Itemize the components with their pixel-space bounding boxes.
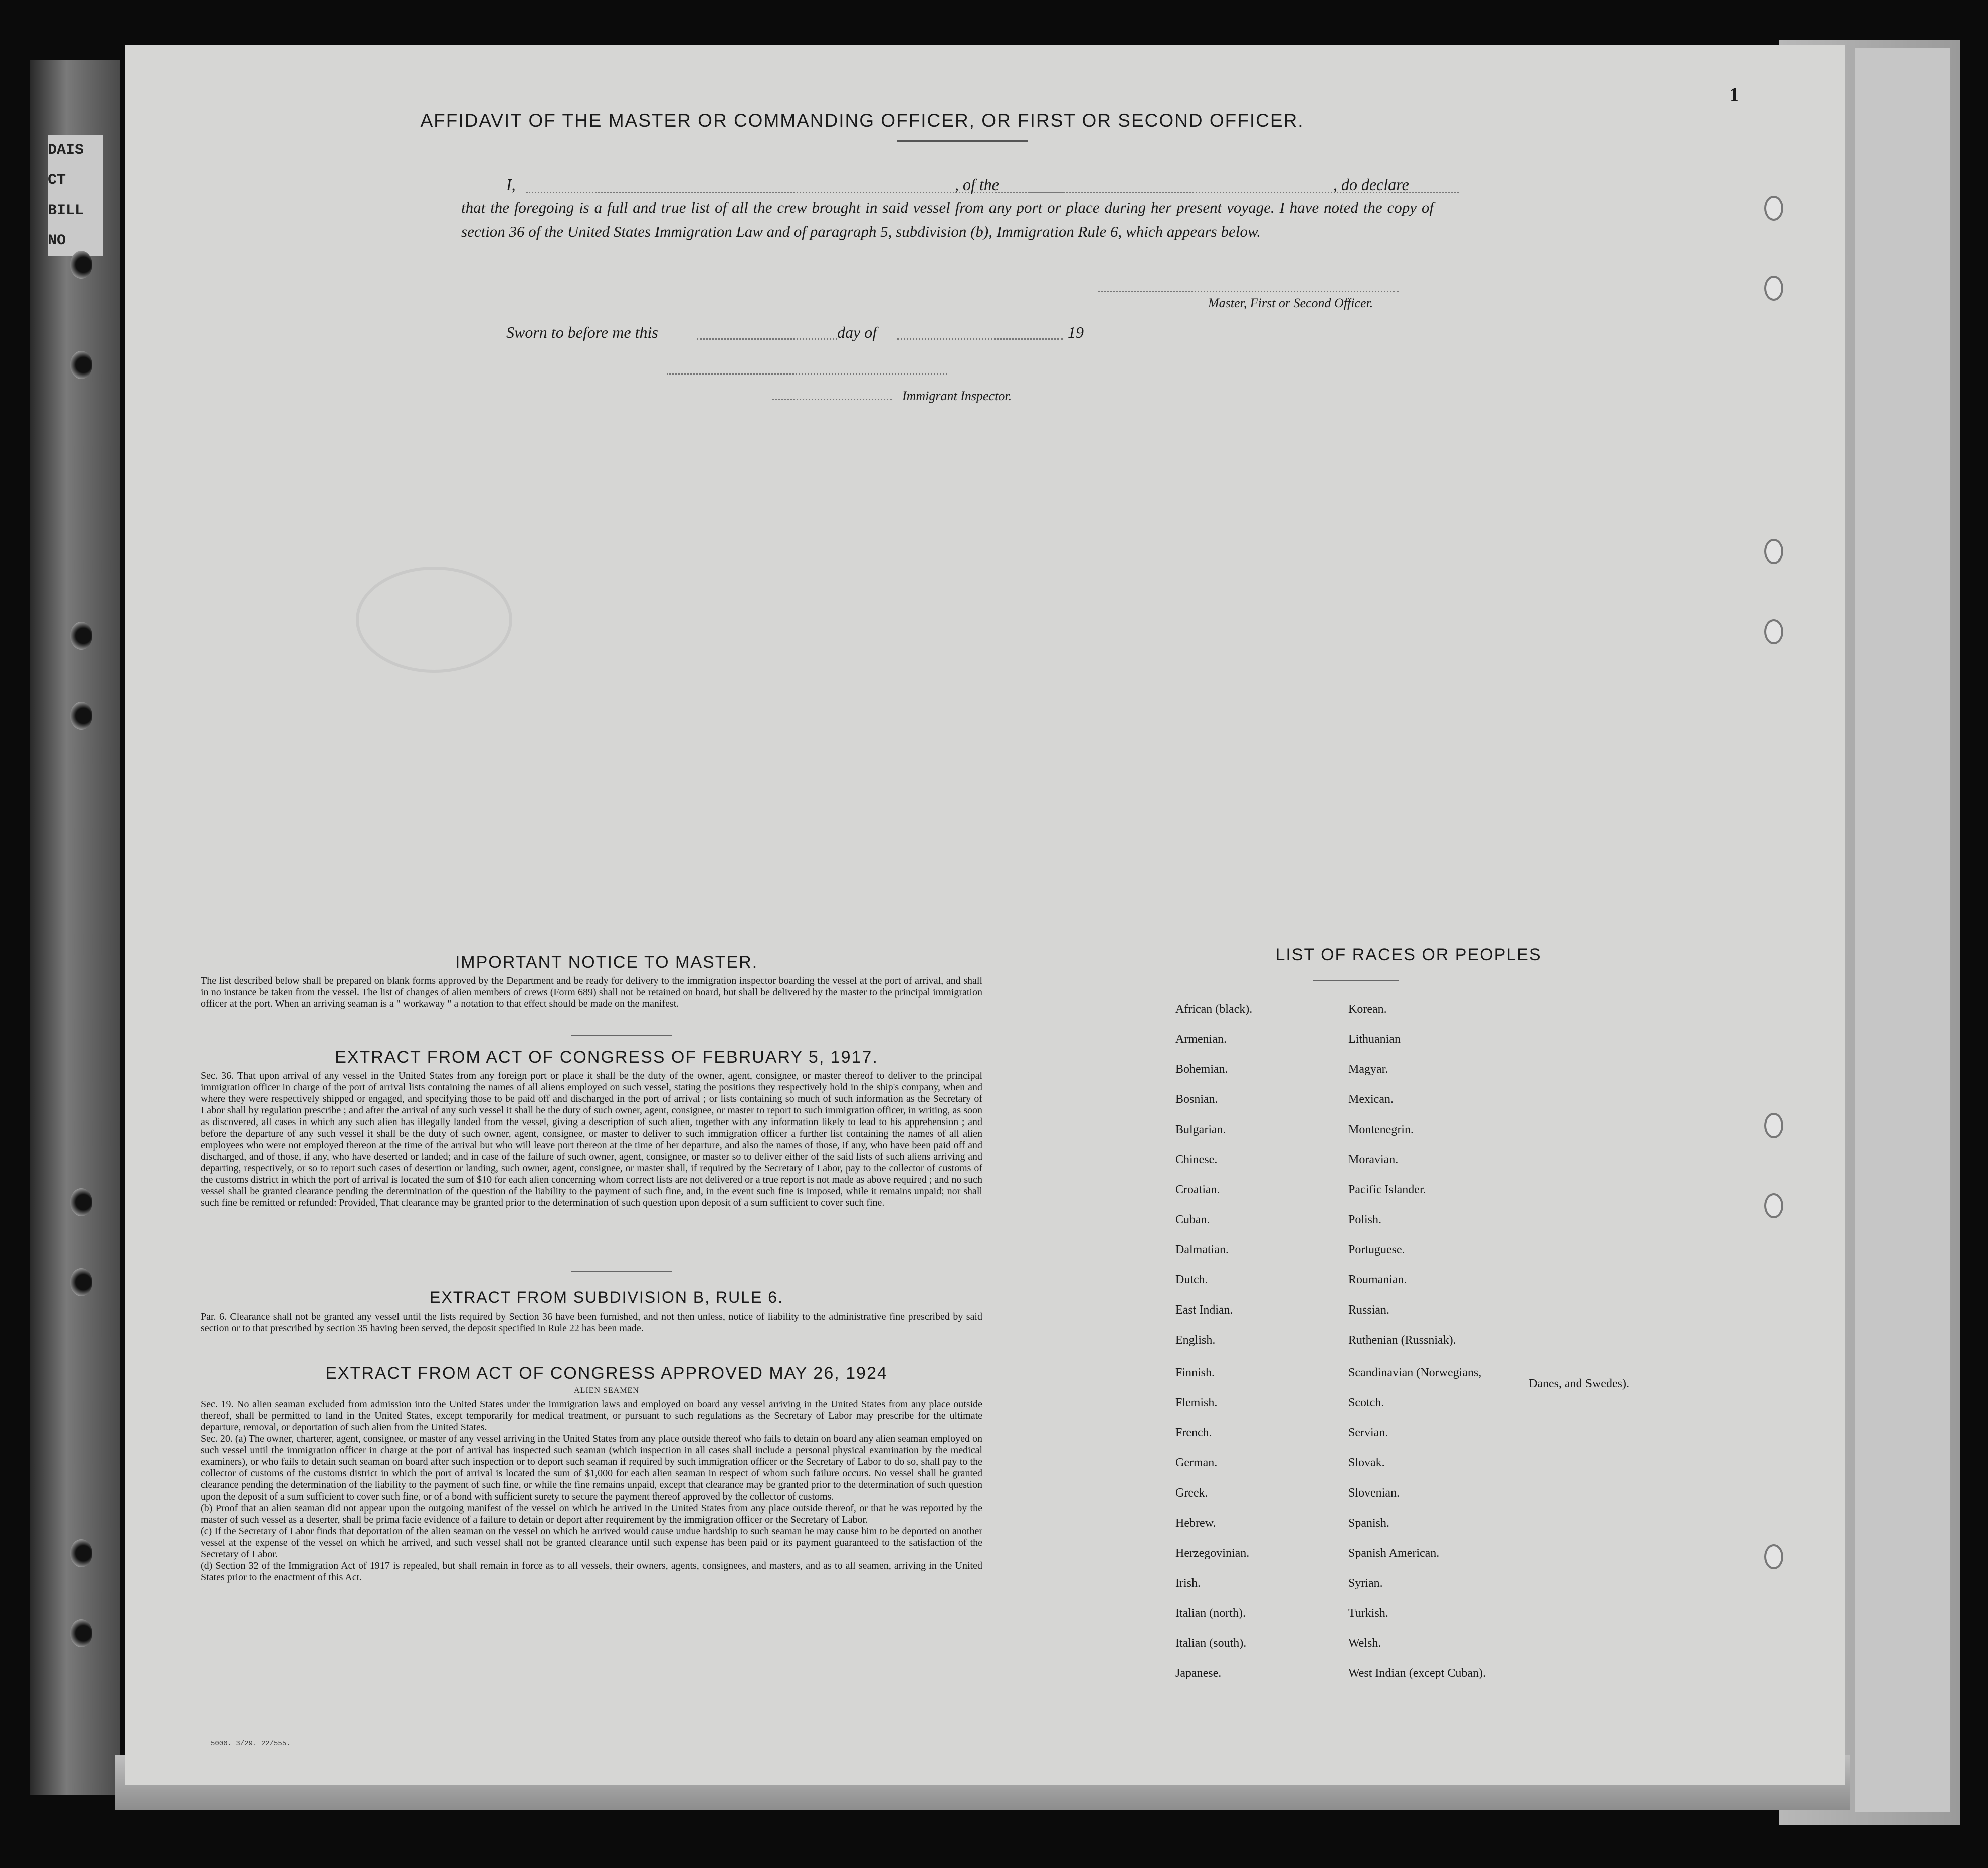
page-number: 1 xyxy=(1729,83,1739,106)
sec-20d: (d) Section 32 of the Immigration Act of 1917 is repealed, but shall remain in force as to all vessels, their owners, agents, consignees, and masters, and as to all seamen, arriving in the United States prior to the enactment of this Act. xyxy=(201,1560,982,1583)
race-item: French. xyxy=(1175,1426,1212,1439)
race-item: Spanish. xyxy=(1348,1517,1390,1530)
race-item: Dalmatian. xyxy=(1175,1243,1229,1256)
title-underline xyxy=(897,140,1028,142)
race-item: Croatian. xyxy=(1175,1183,1220,1196)
sec-20a: Sec. 20. (a) The owner, charterer, agent, consignee, or master of any vessel arriving in the United States from any place outside thereof who fails to detain on board any alien seaman employed on such vessel until the immigration officer in charge at the port of arrival has inspected such seaman (which inspection in all cases shall include a personal physical examination by the medical examiners), or who fails to detain such seaman on board after such inspection or to deport such seaman if required by such immigration officer or the Secretary of Labor to do so, shall pay to the collector of customs of the customs district in which the port of arrival is located the sum of $1,000 for each alien seaman in respect of whom such failure occurs. No vessel shall be granted clearance pending the determination of the liability to the payment of such fine, or while the fine remains unpaid, except that clearance may be granted prior to the determination of such question upon the deposit of a sum sufficient to cover such fine, or of a bond with sufficient surety to secure the payment thereof approved by the collector of customs. xyxy=(201,1433,982,1502)
affidavit-of-the: , of the xyxy=(955,175,999,194)
race-item: Portuguese. xyxy=(1348,1243,1405,1256)
binder-hole xyxy=(70,1268,92,1296)
race-item: Slovenian. xyxy=(1348,1486,1400,1500)
binder-hole xyxy=(70,351,92,379)
sworn-day-of: day of xyxy=(837,323,877,341)
signature-label: Master, First or Second Officer. xyxy=(1208,296,1373,310)
race-item: Moravian. xyxy=(1348,1153,1399,1166)
divider xyxy=(571,1035,672,1036)
affidavit-title: AFFIDAVIT OF THE MASTER OR COMMANDING OFFICER, OR FIRST OR SECOND OFFICER. xyxy=(420,110,1304,131)
race-item: Bosnian. xyxy=(1175,1093,1218,1106)
affidavit-declare: , do declare xyxy=(1333,175,1409,194)
race-item: Russian. xyxy=(1348,1303,1390,1317)
signature-line xyxy=(1098,291,1399,292)
rule6-text: Par. 6. Clearance shall not be granted any vessel until the lists required by Section 36 have been furnished, and not then unless, notice of liability to the administrative fine prescribed by said section or to that prescribed by section 35 having been served, the deposit specified in Rule 22 has been made. xyxy=(201,1311,982,1334)
race-item: East Indian. xyxy=(1175,1303,1233,1317)
binder-ring xyxy=(1764,619,1783,644)
extract1924-title: EXTRACT FROM ACT OF CONGRESS APPROVED MAY 26, 1924 xyxy=(325,1364,888,1383)
race-item: Greek. xyxy=(1175,1486,1208,1500)
race-item: Syrian. xyxy=(1348,1577,1383,1590)
race-item: Armenian. xyxy=(1175,1033,1227,1046)
tab-line-2: BILL NO xyxy=(48,202,84,249)
race-item: Polish. xyxy=(1348,1213,1382,1226)
divider xyxy=(571,1271,672,1272)
race-item: German. xyxy=(1175,1456,1218,1469)
race-item: Cuban. xyxy=(1175,1213,1210,1226)
binder-hole xyxy=(70,622,92,650)
race-item: Japanese. xyxy=(1175,1667,1222,1680)
race-item: Herzegovinian. xyxy=(1175,1547,1250,1560)
binder-hole xyxy=(70,1188,92,1216)
race-item: Finnish. xyxy=(1175,1366,1215,1379)
sworn-year: 19 xyxy=(1068,323,1084,341)
extract1917-title: EXTRACT FROM ACT OF CONGRESS OF FEBRUARY 5, 1917. xyxy=(335,1048,878,1067)
race-item: West Indian (except Cuban). xyxy=(1348,1667,1486,1680)
race-item: Montenegrin. xyxy=(1348,1123,1414,1136)
faded-stamp xyxy=(356,567,512,673)
race-item: Mexican. xyxy=(1348,1093,1394,1106)
affidavit-i: I, xyxy=(506,175,516,194)
binder-ring xyxy=(1764,1544,1783,1569)
race-item: Magyar. xyxy=(1348,1063,1388,1076)
races-title: LIST OF RACES OR PEOPLES xyxy=(1275,945,1542,964)
race-item: Lithuanian xyxy=(1348,1033,1401,1046)
race-item: English. xyxy=(1175,1334,1216,1347)
notice-text: The list described below shall be prepared on blank forms approved by the Department and be ready for delivery to the immigration inspector boarding the vessel at the port of arrival, and shall in no instance be taken from the vessel. The list of changes of alien members of crews (Form 689) shall not be retained on board, but shall be delivered by the master to the principal immigration officer at the port. When an arriving seaman is a " workaway " a notation to that effect should be made on the manifest. xyxy=(201,975,982,1009)
inspector-line-short xyxy=(772,399,892,400)
binder-hole xyxy=(70,702,92,730)
race-item: Flemish. xyxy=(1175,1396,1218,1409)
form-page xyxy=(125,45,1845,1785)
binder-tab-label xyxy=(48,135,103,256)
binder-ring xyxy=(1764,1193,1783,1218)
race-item: Korean. xyxy=(1348,1003,1387,1016)
tab-line-1: DAIS CT xyxy=(48,142,84,189)
race-item: Scotch. xyxy=(1348,1396,1384,1409)
race-item: Servian. xyxy=(1348,1426,1388,1439)
binder-ring xyxy=(1764,196,1783,221)
binder-hole xyxy=(70,251,92,279)
race-item: Ruthenian (Russniak). xyxy=(1348,1334,1456,1347)
races-underline xyxy=(1313,980,1399,981)
back-sheet-edge xyxy=(1855,48,1950,1812)
race-item: Italian (north). xyxy=(1175,1607,1246,1620)
sec-20c: (c) If the Secretary of Labor finds that deportation of the alien seaman on the vessel on which he arrived would cause undue hardship to such seaman he may cause him to be deported on another vessel at the expense of the vessel on which he arrived, and such vessel shall not be granted clearance until such expense has been paid or its payment guaranteed to the satisfaction of the Secretary of Labor. xyxy=(201,1526,982,1560)
sec-19: Sec. 19. No alien seaman excluded from admission into the United States under the immigration laws and employed on board any vessel arriving in the United States from any place outside thereof, shall be permitted to land in the United States, except temporarily for medical treatment, or pursuant to such regulations as the Secretary of Labor may prescribe for the ultimate departure, removal, or deportation of such alien from the United States. xyxy=(201,1399,982,1433)
binder-hole xyxy=(70,1539,92,1567)
race-item: Irish. xyxy=(1175,1577,1201,1590)
race-item: Chinese. xyxy=(1175,1153,1218,1166)
race-item: Scandinavian (Norwegians, xyxy=(1348,1366,1482,1379)
binder-ring xyxy=(1764,1113,1783,1138)
race-item: Dutch. xyxy=(1175,1273,1208,1286)
binder-ring xyxy=(1764,539,1783,564)
race-item: Turkish. xyxy=(1348,1607,1388,1620)
race-item: Bohemian. xyxy=(1175,1063,1228,1076)
sec-20b: (b) Proof that an alien seaman did not appear upon the outgoing manifest of the vessel on which he arrived in the United States from any place outside thereof, or that he was reported by the master of such vessel as a deserter, shall be prima facie evidence of a failure to detain or deport after requirement by the immigration officer or the Secretary of Labor. xyxy=(201,1503,982,1525)
sworn-prefix: Sworn to before me this xyxy=(506,323,658,341)
extract1917-text: Sec. 36. That upon arrival of any vessel in the United States from any foreign port or place it shall be the duty of the owner, agent, consignee, or master thereof to deliver to the principal immigration officer in charge of the port of arrival lists containing the names of all aliens employed on such vessel, stating the positions they respectively hold in the ship's company, when and where they were respectively shipped or engaged, and specifying those to be paid off and discharged in the port of arrival ; or lists containing so much of such information as the Secretary of Labor shall by regulation prescribe ; and after the arrival of any such vessel it shall be the duty of such owner, agent, consignee, or master to report to such immigration officer, in writing, as soon as discovered, all cases in which any such alien has illegally landed from the vessel, giving a description of such alien, together with any information likely to lead to his apprehension ; and before the departure of any such vessel it shall be the duty of such owner, agent, consignee, or master to deliver to such immigration officer a further list containing the names of all alien employees who were not employed thereon at the time of the arrival but who will leave port thereon at the time of her departure, and also the names of those, if any, who have been paid off and discharged, and of those, if any, who have deserted or landed; and in case of the failure of such owner, agent, consignee, or master so to deliver either of the said lists of such aliens arriving and departing, respectively, or so to report such cases of desertion or landing, such owner, agent, consignee, or master shall, if required by the Secretary of Labor, pay to the collector of customs of the customs district in which the port of arrival is located the sum of $10 for each alien concerning whom correct lists are not delivered or a true report is not made as above required ; and no such vessel shall be granted clearance pending the determination of the question of the liability to the payment of such fine, and, in the event such fine is imposed, while it remains unpaid; nor shall such fine be remitted or refunded: Provided, That clearance may be granted prior to the determination of such question upon deposit of a sum sufficient to cover such fine. xyxy=(201,1070,982,1208)
inspector-label: Immigrant Inspector. xyxy=(902,389,1012,403)
binder-hole xyxy=(70,1619,92,1647)
race-item: Bulgarian. xyxy=(1175,1123,1226,1136)
race-item: African (black). xyxy=(1175,1003,1253,1016)
race-item: Pacific Islander. xyxy=(1348,1183,1426,1196)
race-item: Italian (south). xyxy=(1175,1637,1247,1650)
race-item: Welsh. xyxy=(1348,1637,1381,1650)
inspector-line xyxy=(667,373,947,375)
print-code: 5000. 3/29. 22/555. xyxy=(211,1740,291,1748)
race-item: Hebrew. xyxy=(1175,1517,1216,1530)
binder-ring xyxy=(1764,276,1783,301)
race-item-continuation: Danes, and Swedes). xyxy=(1529,1377,1629,1390)
extract1924-sections xyxy=(201,1399,982,1583)
rule6-title: EXTRACT FROM SUBDIVISION B, RULE 6. xyxy=(430,1288,783,1306)
race-item: Spanish American. xyxy=(1348,1547,1440,1560)
sworn-month-blank xyxy=(897,338,1063,340)
notice-title: IMPORTANT NOTICE TO MASTER. xyxy=(455,953,758,972)
race-item: Slovak. xyxy=(1348,1456,1385,1469)
extract1924-subtitle: ALIEN SEAMEN xyxy=(574,1386,639,1395)
sworn-day-blank xyxy=(697,338,837,340)
race-item: Roumanian. xyxy=(1348,1273,1407,1286)
affidavit-body: that the foregoing is a full and true list of all the crew brought in said vessel from any port or place during her present voyage. I have noted the copy of section 36 of the United States Immigration Law and of paragraph 5, subdivision (b), Immigration Rule 6, which appears below. xyxy=(461,199,1434,240)
binder-spine xyxy=(30,60,120,1795)
